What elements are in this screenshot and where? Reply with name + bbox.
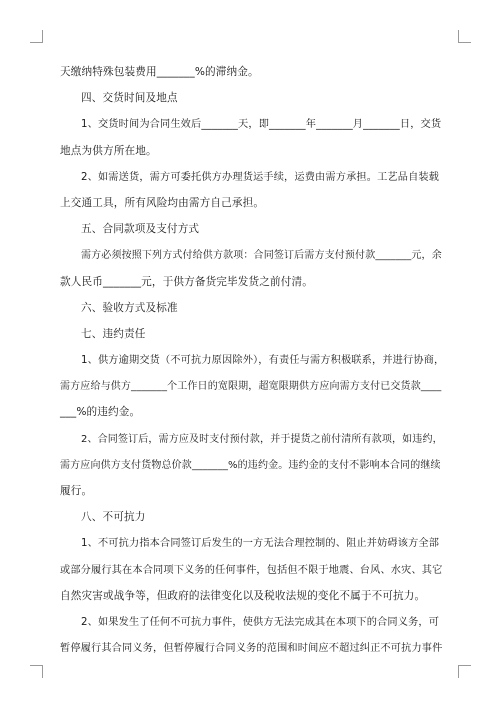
paragraph-line: 需方必须按照下列方式付给供方款项：合同签订后需方支付预付款_______元，余 xyxy=(81,250,442,262)
paragraph-line: 自然灾害或战争等，但政府的法律变化以及税收法规的变化不属于不可抗力。 xyxy=(60,589,426,602)
crop-mark-bottom-left xyxy=(30,665,43,678)
paragraph-line: ___%的违约金。 xyxy=(60,406,141,419)
section-heading-acceptance: 六、验收方式及标准 xyxy=(81,301,178,314)
paragraph-line: 2、合同签订后，需方应及时支付预付款，并于提货之前付清所有款项，如违约， xyxy=(81,433,443,445)
section-heading-delivery: 四、交货时间及地点 xyxy=(81,92,178,105)
section-heading-payment: 五、合同款项及支付方式 xyxy=(81,223,200,236)
paragraph-line: 天缴纳特殊包装费用_______%的滞纳金。 xyxy=(60,66,259,78)
paragraph-line: 暂停履行其合同义务，但暂停履行合同义务的范围和时间应不超过纠正不可抗力事件 xyxy=(60,643,443,655)
section-heading-liability: 七、违约责任 xyxy=(81,327,146,340)
crop-mark-top-right xyxy=(458,30,471,43)
paragraph-line: 2、如需送货，需方可委托供方办理货运手续，运费由需方承担。工艺品自装载 xyxy=(81,171,440,183)
paragraph-line: 需方应向供方支付货物总价款_______%的违约金。违约金的支付不影响本合同的继续 xyxy=(60,459,441,471)
document-body xyxy=(60,66,444,668)
paragraph-line: 需方应给与供方_______个工作日的宽限期，超宽限期供方应向需方支付已交货款____ xyxy=(60,381,442,393)
paragraph-line: 上交通工具，所有风险均由需方自己承担。 xyxy=(60,196,265,209)
paragraph-line: 1、不可抗力指本合同签订后发生的一方无法合理控制的、阻止并妨碍该方全部 xyxy=(81,538,440,550)
crop-mark-bottom-right xyxy=(458,665,471,678)
paragraph-line: 或部分履行其在本合同项下义务的任何事件，包括但不限于地震、台风、水灾、其它 xyxy=(60,564,443,576)
paragraph-line: 履行。 xyxy=(60,485,93,497)
crop-mark-top-left xyxy=(30,30,43,43)
paragraph-line: 1、交货时间为合同生效后_______天，即_______年_______月_______日，交货 xyxy=(81,119,442,131)
paragraph-line: 1、供方逾期交货（不可抗力原因除外），有责任与需方积极联系，并进行协商， xyxy=(81,355,445,367)
paragraph-line: 款人民币_______元，于供方备货完毕发货之前付清。 xyxy=(60,275,314,288)
paragraph-line: 地点为供方所在地。 xyxy=(60,144,157,157)
section-heading-force-majeure: 八、不可抗力 xyxy=(81,511,146,524)
paragraph-line: 2、如果发生了任何不可抗力事件，使供方无法完成其在本项下的合同义务，可 xyxy=(81,616,440,628)
